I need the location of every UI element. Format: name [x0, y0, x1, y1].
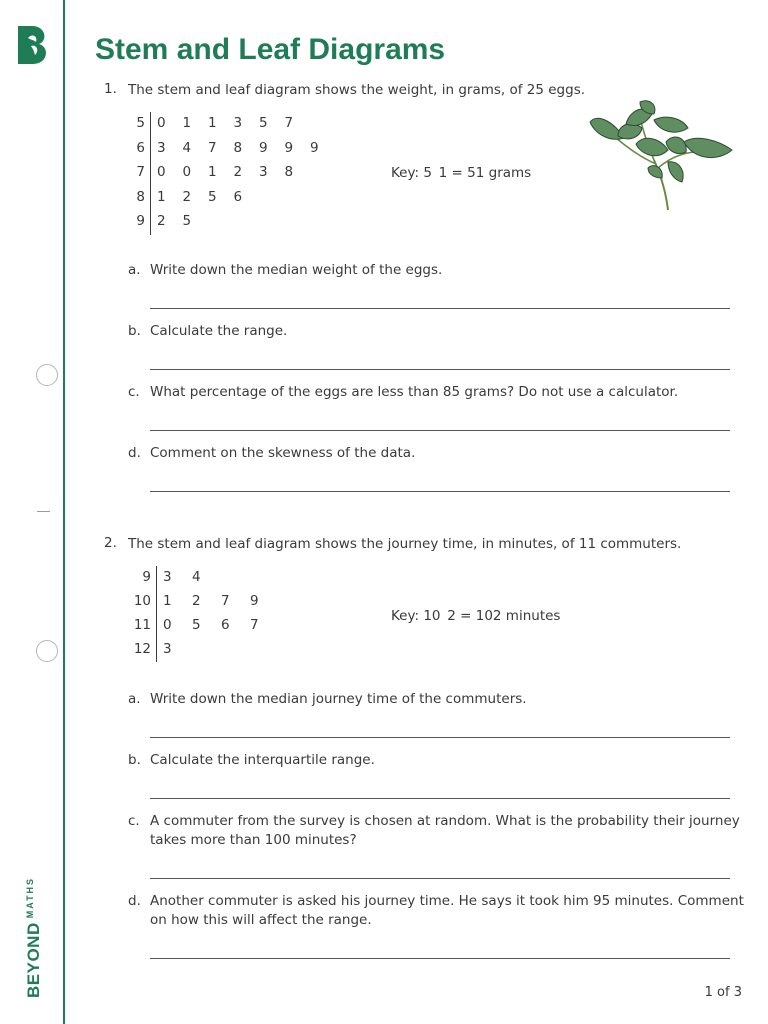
part-text: Comment on the skewness of the data. — [150, 445, 416, 461]
stem-value: 10 — [133, 593, 151, 609]
leaf-value: 7 — [221, 593, 230, 609]
part-text-line1: A commuter from the survey is chosen at random. What is the probability their journey — [150, 813, 740, 829]
page-number: 1 of 3 — [704, 985, 742, 1000]
leaf-value: 3 — [163, 641, 172, 657]
question-text: The stem and leaf diagram shows the journey time, in minutes, of 11 commuters. — [128, 536, 682, 552]
question-number: 2. — [104, 535, 117, 551]
part-text-line2: takes more than 100 minutes? — [150, 832, 357, 848]
stem-value: 7 — [136, 164, 145, 180]
part-text: What percentage of the eggs are less than 85 grams? Do not use a calculator. — [150, 384, 679, 400]
margin-line — [63, 0, 65, 1024]
leaf-value: 9 — [310, 139, 319, 156]
leaf-value: 2 — [157, 213, 166, 229]
stem-divider — [156, 566, 157, 662]
leaf-value: 3 — [163, 569, 172, 585]
leaf-value: 5 — [182, 213, 192, 229]
plant-leaves-icon — [588, 98, 736, 212]
part-text: Calculate the interquartile range. — [150, 752, 375, 768]
part-letter: d. — [128, 445, 141, 461]
answer-line[interactable] — [150, 737, 730, 738]
leaf-value: 1 — [182, 115, 192, 131]
part-text: Write down the median journey time of the commuters. — [150, 691, 527, 707]
stem-value: 11 — [133, 617, 151, 633]
leaf-value: 2 — [192, 593, 201, 609]
part-letter: a. — [128, 691, 141, 707]
leaf-value: 1 — [208, 164, 217, 180]
question-number: 1. — [104, 81, 117, 97]
brand-wordmark: $BEYOND^{MATHS}$ — [24, 876, 43, 998]
leaf-value: 0 — [157, 115, 166, 131]
leaf-value: 7 — [284, 115, 294, 131]
answer-line[interactable] — [150, 369, 730, 370]
leaf-value: 7 — [250, 617, 259, 633]
leaf-value: 1 — [163, 593, 172, 609]
punch-hole — [36, 640, 58, 662]
diagram-key: Key: 5 1 = 51 grams — [391, 165, 532, 181]
leaf-value: 9 — [284, 139, 294, 156]
leaf-value: 3 — [259, 164, 268, 180]
part-letter: a. — [128, 262, 141, 278]
part-letter: c. — [128, 813, 140, 829]
question-text: The stem and leaf diagram shows the weight, in grams, of 25 eggs. — [128, 82, 586, 98]
answer-line[interactable] — [150, 491, 730, 492]
part-text: Write down the median weight of the eggs. — [150, 262, 443, 278]
leaf-value: 4 — [192, 569, 201, 585]
part-letter: c. — [128, 384, 140, 400]
leaf-value: 7 — [208, 139, 217, 156]
part-letter: d. — [128, 893, 141, 909]
leaf-value: 8 — [233, 139, 243, 156]
leaf-value: 1 — [208, 115, 217, 131]
leaf-value: 6 — [221, 617, 230, 633]
leaf-value: 0 — [157, 164, 166, 180]
part-letter: b. — [128, 323, 141, 339]
answer-line[interactable] — [150, 430, 730, 431]
part-letter: b. — [128, 752, 141, 768]
answer-line[interactable] — [150, 798, 730, 799]
leaf-value: 3 — [233, 115, 243, 131]
leaf-value: 1 — [157, 188, 166, 205]
fold-mark — [37, 511, 50, 512]
leaf-value: 0 — [163, 617, 172, 633]
part-text-line1: Another commuter is asked his journey time. He says it took him 95 minutes. Comment — [150, 893, 744, 909]
leaf-value: 4 — [182, 139, 192, 156]
leaf-value: 5 — [192, 617, 201, 633]
leaf-value: 0 — [182, 164, 192, 180]
stem-value: 9 — [142, 569, 151, 585]
leaf-value: 9 — [259, 139, 268, 156]
leaf-value: 9 — [250, 593, 259, 609]
leaf-value: 2 — [233, 164, 243, 180]
punch-hole — [36, 364, 58, 386]
part-text-line2: on how this will affect the range. — [150, 912, 372, 928]
answer-line[interactable] — [150, 308, 730, 309]
diagram-key: Key: 10 2 = 102 minutes — [391, 608, 561, 624]
stem-value: 6 — [136, 139, 145, 156]
stem-divider — [150, 112, 151, 235]
leaf-value: 6 — [233, 188, 243, 205]
stem-value: 5 — [136, 115, 145, 131]
leaf-value: 8 — [284, 164, 294, 180]
part-text: Calculate the range. — [150, 323, 288, 339]
stem-value: 8 — [136, 188, 145, 205]
beyond-logo-icon — [14, 24, 52, 66]
page-title: Stem and Leaf Diagrams — [95, 33, 446, 66]
leaf-value: 5 — [208, 188, 217, 205]
leaf-value: 2 — [182, 188, 192, 205]
answer-line[interactable] — [150, 878, 730, 879]
stem-value: 9 — [136, 213, 145, 229]
stem-value: 12 — [133, 641, 151, 657]
leaf-value: 3 — [157, 139, 166, 156]
leaf-value: 5 — [259, 115, 268, 131]
answer-line[interactable] — [150, 958, 730, 959]
